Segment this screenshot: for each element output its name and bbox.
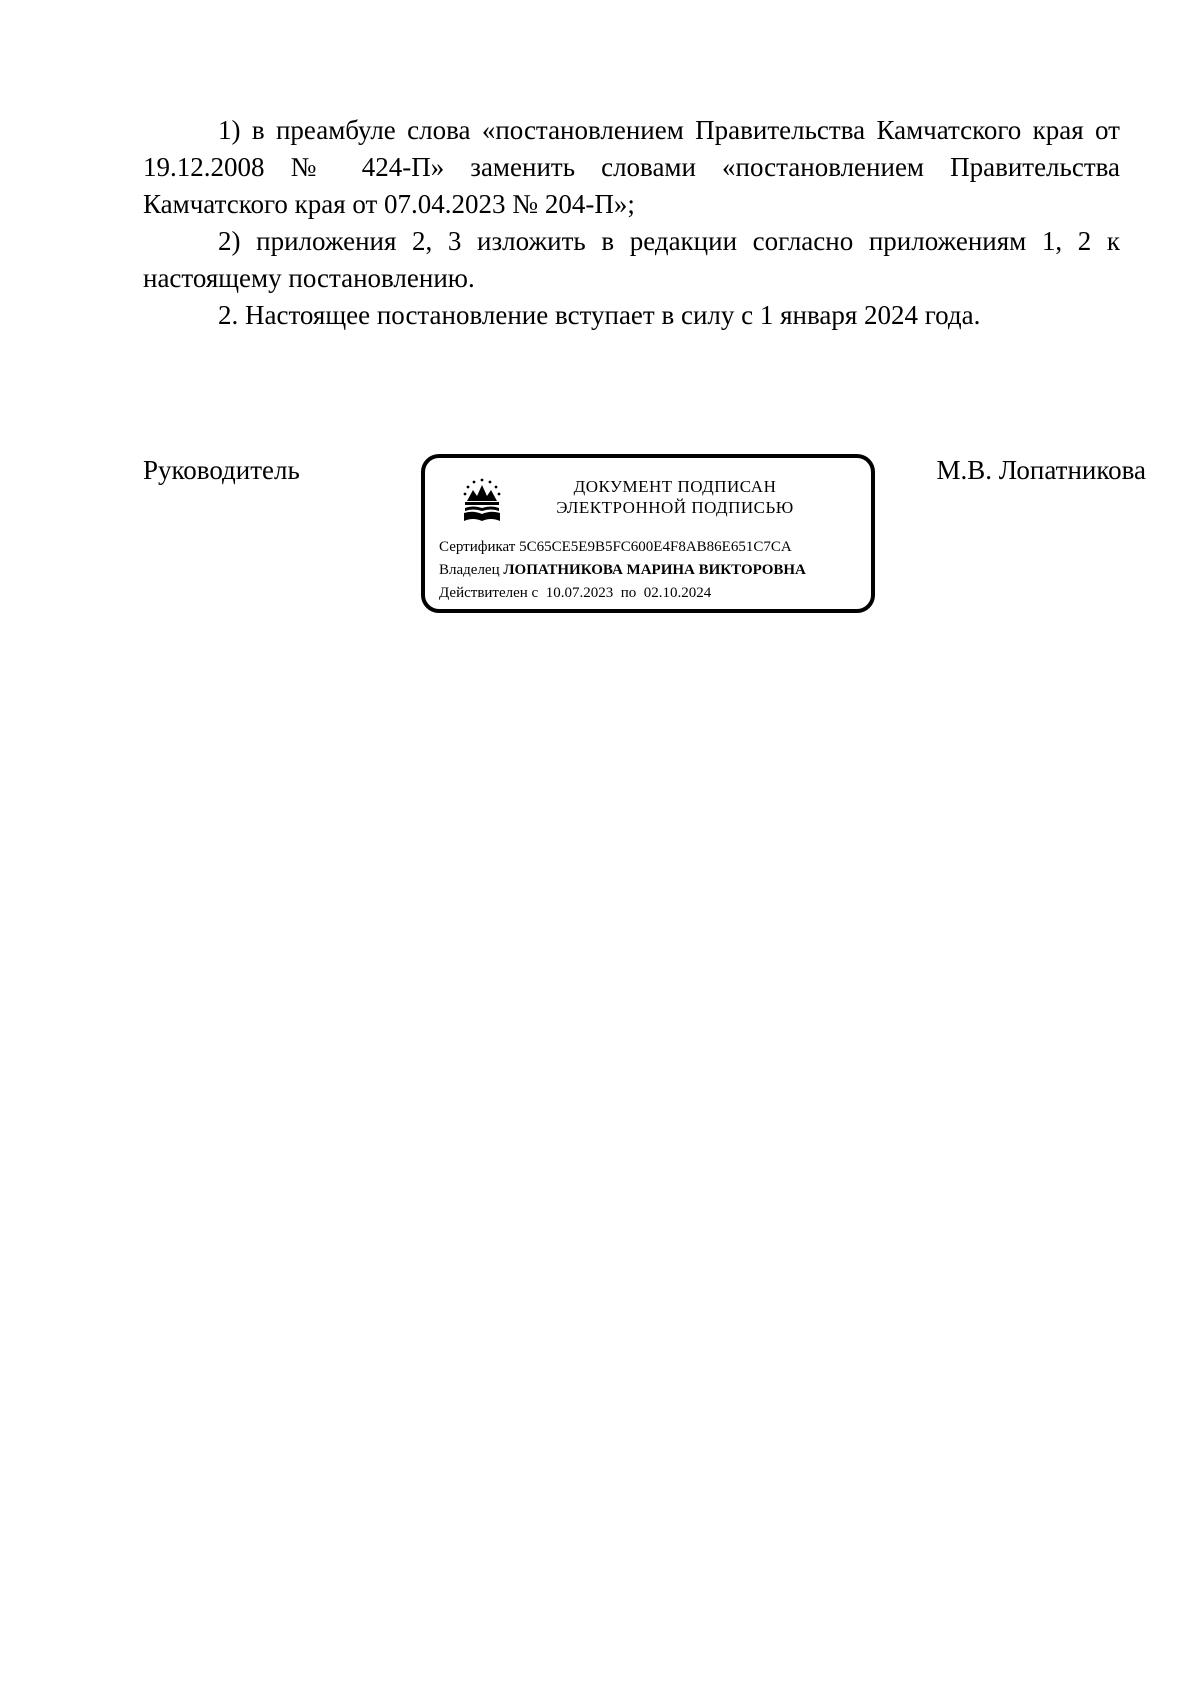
certificate-label: Сертификат: [439, 539, 516, 555]
stamp-heading-line2: ЭЛЕКТРОННОЙ ПОДПИСЬЮ: [556, 498, 794, 517]
kamchatka-emblem-icon: [461, 477, 503, 523]
stamp-owner-line: [439, 561, 806, 579]
valid-to-label: по: [620, 585, 637, 601]
certificate-value: 5C65CE5E9B5FC600E4F8AB86E651C7CA: [519, 539, 792, 555]
paragraph-effective-date: 2. Настоящее постановление вступает в силу с 1 января 2024 года.: [218, 300, 981, 330]
signatory-name: М.В. Лопатникова: [936, 455, 1146, 485]
owner-value: ЛОПАТНИКОВА МАРИНА ВИКТОРОВНА: [503, 562, 806, 578]
stamp-heading: [525, 476, 825, 518]
valid-label: Действителен с: [439, 585, 539, 601]
electronic-signature-stamp: [421, 454, 875, 613]
stamp-certificate-line: [439, 538, 792, 556]
signatory-title: Руководитель: [143, 455, 300, 485]
valid-from: 10.07.2023: [545, 585, 614, 601]
stamp-heading-line1: ДОКУМЕНТ ПОДПИСАН: [573, 477, 777, 496]
stamp-validity-line: [439, 584, 711, 602]
paragraph-preamble-amendment: 1) в преамбуле слова «постановлением Правительства Камчатского края от 19.12.2008 № 424-П» заменить словами «постановлением Правительства Камчатского края от 07.04.2023 № 204-П»;: [143, 115, 1120, 219]
paragraph-appendix-amendment: 2) приложения 2, 3 изложить в редакции согласно приложениям 1, 2 к настоящему постановлению.: [143, 226, 1120, 293]
document-body: [143, 112, 1120, 334]
valid-to: 02.10.2024: [643, 585, 712, 601]
owner-label: Владелец: [439, 562, 500, 578]
